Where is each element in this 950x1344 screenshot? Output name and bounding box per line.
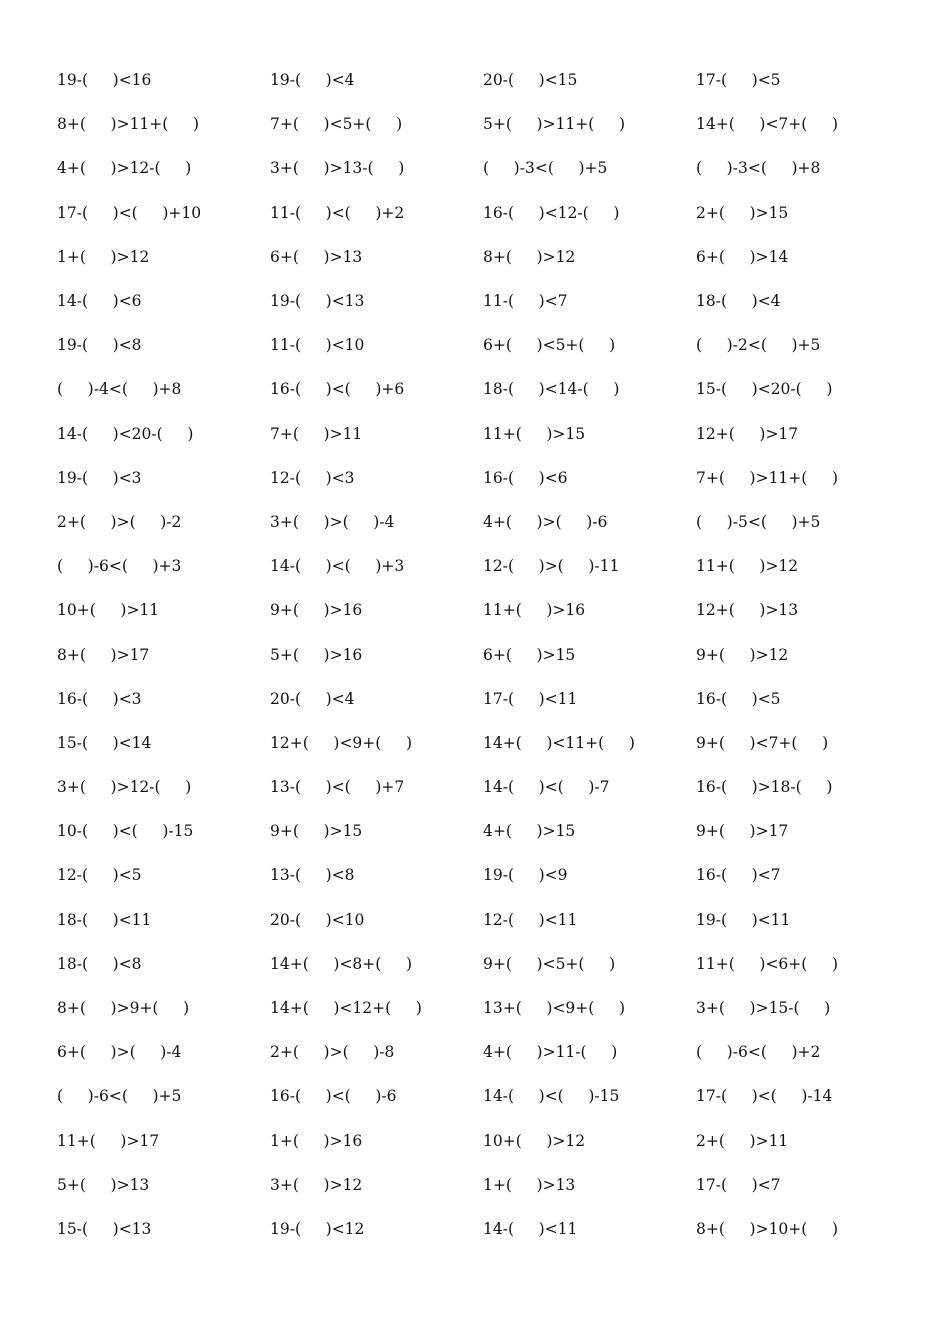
exercise-item[interactable]: 15-( )<20-( ) (696, 380, 833, 399)
exercise-item[interactable]: 12+( )<9+( ) (270, 733, 413, 752)
exercise-item[interactable]: 3+( )>12 (270, 1175, 363, 1194)
exercise-item[interactable]: 12-( )<3 (270, 468, 355, 487)
exercise-item[interactable]: ( )-6<( )+2 (696, 1043, 821, 1062)
exercise-row (57, 588, 909, 632)
exercise-row (57, 323, 909, 367)
exercise-row (57, 1163, 909, 1207)
exercise-item[interactable]: 8+( )>17 (57, 645, 150, 664)
exercise-item[interactable]: 2+( )>15 (696, 203, 789, 222)
exercise-item[interactable]: ( )-3<( )+5 (483, 159, 608, 178)
exercise-row (57, 412, 909, 456)
exercise-item[interactable]: 11-( )<( )+2 (270, 203, 405, 222)
exercise-item[interactable]: 1+( )>13 (483, 1175, 576, 1194)
exercise-item[interactable]: 16-( )<6 (483, 468, 568, 487)
exercise-item[interactable]: 7+( )<5+( ) (270, 115, 403, 134)
exercise-item[interactable]: 4+( )>( )-6 (483, 512, 608, 531)
exercise-item[interactable]: ( )-5<( )+5 (696, 512, 821, 531)
exercise-item[interactable]: 8+( )>11+( ) (57, 115, 200, 134)
exercise-row (57, 809, 909, 853)
exercise-row (57, 721, 909, 765)
exercise-item[interactable]: 11-( )<10 (270, 336, 365, 355)
exercise-item[interactable]: 5+( )>13 (57, 1175, 150, 1194)
exercise-row (57, 235, 909, 279)
exercise-row (57, 456, 909, 500)
exercise-item[interactable]: 9+( )>12 (696, 645, 789, 664)
exercise-item[interactable]: 16-( )<5 (696, 689, 781, 708)
exercise-item[interactable]: 19-( )<12 (270, 1219, 365, 1238)
exercise-item[interactable]: 14-( )<( )-15 (483, 1087, 620, 1106)
exercise-item[interactable]: 6+( )<5+( ) (483, 336, 616, 355)
exercise-item[interactable]: 14-( )<6 (57, 292, 142, 311)
exercise-item[interactable]: 16-( )<( )+6 (270, 380, 405, 399)
exercise-item[interactable]: 3+( )>( )-4 (270, 512, 395, 531)
exercise-item[interactable]: 2+( )>11 (696, 1131, 789, 1150)
exercise-item[interactable]: 13+( )<9+( ) (483, 999, 626, 1018)
exercise-item[interactable]: 19-( )<8 (57, 336, 142, 355)
exercise-row (57, 898, 909, 942)
exercise-item[interactable]: 16-( )<12-( ) (483, 203, 620, 222)
exercise-item[interactable]: 17-( )<5 (696, 71, 781, 90)
exercise-item[interactable]: 3+( )>15-( ) (696, 999, 831, 1018)
exercise-item[interactable]: 15-( )<13 (57, 1219, 152, 1238)
exercise-item[interactable]: 9+( )<7+( ) (696, 733, 829, 752)
exercise-grid (57, 58, 909, 1251)
exercise-item[interactable]: 6+( )>15 (483, 645, 576, 664)
exercise-item[interactable]: 9+( )>16 (270, 601, 363, 620)
exercise-item[interactable]: 12-( )<11 (483, 910, 578, 929)
exercise-item[interactable]: 20-( )<4 (270, 689, 355, 708)
exercise-item[interactable]: 14+( )<11+( ) (483, 733, 635, 752)
exercise-item[interactable]: 10-( )<( )-15 (57, 822, 194, 841)
exercise-item[interactable]: 17-( )<( )-14 (696, 1087, 833, 1106)
exercise-item[interactable]: 19-( )<16 (57, 71, 152, 90)
exercise-item[interactable]: 7+( )>11+( ) (696, 468, 839, 487)
exercise-item[interactable]: 14+( )<8+( ) (270, 954, 413, 973)
exercise-item[interactable]: 17-( )<( )+10 (57, 203, 202, 222)
exercise-item[interactable]: 9+( )>17 (696, 822, 789, 841)
exercise-row (57, 632, 909, 676)
exercise-item[interactable]: 6+( )>13 (270, 247, 363, 266)
exercise-item[interactable]: 13-( )<( )+7 (270, 778, 405, 797)
exercise-row (57, 1207, 909, 1251)
exercise-item[interactable]: 11+( )>15 (483, 424, 586, 443)
exercise-item[interactable]: 5+( )>11+( ) (483, 115, 626, 134)
exercise-item[interactable]: ( )-6<( )+3 (57, 557, 182, 576)
exercise-item[interactable]: 9+( )<5+( ) (483, 954, 616, 973)
exercise-item[interactable]: 18-( )<11 (57, 910, 152, 929)
exercise-item[interactable]: 2+( )>( )-8 (270, 1043, 395, 1062)
exercise-item[interactable]: 14+( )<7+( ) (696, 115, 839, 134)
exercise-row (57, 367, 909, 411)
exercise-item[interactable]: 11+( )>12 (696, 557, 799, 576)
exercise-item[interactable]: 19-( )<9 (483, 866, 568, 885)
exercise-item[interactable]: 17-( )<7 (696, 1175, 781, 1194)
exercise-item[interactable]: 8+( )>12 (483, 247, 576, 266)
exercise-item[interactable]: 19-( )<3 (57, 468, 142, 487)
exercise-item[interactable]: 12-( )>( )-11 (483, 557, 620, 576)
exercise-item[interactable]: 18-( )<8 (57, 954, 142, 973)
exercise-item[interactable]: 11+( )>17 (57, 1131, 160, 1150)
exercise-item[interactable]: 12+( )>17 (696, 424, 799, 443)
exercise-row (57, 986, 909, 1030)
exercise-row (57, 58, 909, 102)
exercise-item[interactable]: 8+( )>9+( ) (57, 999, 190, 1018)
exercise-item[interactable]: 12+( )>13 (696, 601, 799, 620)
exercise-item[interactable]: 2+( )>( )-2 (57, 512, 182, 531)
exercise-item[interactable]: 19-( )<11 (696, 910, 791, 929)
exercise-row (57, 853, 909, 897)
exercise-item[interactable]: 3+( )>12-( ) (57, 778, 192, 797)
exercise-item[interactable]: 14-( )<11 (483, 1219, 578, 1238)
exercise-row (57, 500, 909, 544)
exercise-item[interactable]: 17-( )<11 (483, 689, 578, 708)
exercise-item[interactable]: 18-( )<14-( ) (483, 380, 620, 399)
exercise-item[interactable]: 20-( )<10 (270, 910, 365, 929)
exercise-row (57, 677, 909, 721)
exercise-item[interactable]: 4+( )>11-( ) (483, 1043, 618, 1062)
exercise-row (57, 191, 909, 235)
exercise-item[interactable]: 16-( )>18-( ) (696, 778, 833, 797)
exercise-item[interactable]: 10+( )>12 (483, 1131, 586, 1150)
exercise-item[interactable]: 13-( )<8 (270, 866, 355, 885)
exercise-item[interactable]: 14-( )<20-( ) (57, 424, 194, 443)
exercise-item[interactable]: 15-( )<14 (57, 733, 152, 752)
exercise-row (57, 1074, 909, 1118)
exercise-item[interactable]: 14+( )<12+( ) (270, 999, 422, 1018)
exercise-item[interactable]: 11+( )>16 (483, 601, 586, 620)
exercise-row (57, 279, 909, 323)
exercise-item[interactable]: 16-( )<3 (57, 689, 142, 708)
exercise-item[interactable]: 14-( )<( )-7 (483, 778, 610, 797)
exercise-row (57, 1030, 909, 1074)
exercise-row (57, 544, 909, 588)
exercise-item[interactable]: 1+( )>12 (57, 247, 150, 266)
exercise-item[interactable]: 4+( )>12-( ) (57, 159, 192, 178)
exercise-item[interactable]: 3+( )>13-( ) (270, 159, 405, 178)
exercise-item[interactable]: 9+( )>15 (270, 822, 363, 841)
exercise-item[interactable]: 6+( )>( )-4 (57, 1043, 182, 1062)
exercise-item[interactable]: 10+( )>11 (57, 601, 160, 620)
exercise-item[interactable]: 11-( )<7 (483, 292, 568, 311)
exercise-item[interactable]: 7+( )>11 (270, 424, 363, 443)
exercise-item[interactable]: 4+( )>15 (483, 822, 576, 841)
exercise-row (57, 146, 909, 190)
exercise-item[interactable]: 6+( )>14 (696, 247, 789, 266)
exercise-item[interactable]: 20-( )<15 (483, 71, 578, 90)
exercise-row (57, 1119, 909, 1163)
exercise-item[interactable]: 18-( )<4 (696, 292, 781, 311)
exercise-item[interactable]: 19-( )<13 (270, 292, 365, 311)
exercise-row (57, 765, 909, 809)
exercise-item[interactable]: ( )-4<( )+8 (57, 380, 182, 399)
exercise-item[interactable]: 12-( )<5 (57, 866, 142, 885)
exercise-item[interactable]: ( )-6<( )+5 (57, 1087, 182, 1106)
exercise-item[interactable]: 5+( )>16 (270, 645, 363, 664)
exercise-item[interactable]: 14-( )<( )+3 (270, 557, 405, 576)
exercise-item[interactable]: 1+( )>16 (270, 1131, 363, 1150)
exercise-item[interactable]: 8+( )>10+( ) (696, 1219, 839, 1238)
exercise-row (57, 942, 909, 986)
exercise-item[interactable]: 19-( )<4 (270, 71, 355, 90)
exercise-row (57, 102, 909, 146)
exercise-item[interactable]: ( )-3<( )+8 (696, 159, 821, 178)
exercise-item[interactable]: ( )-2<( )+5 (696, 336, 821, 355)
exercise-item[interactable]: 16-( )<( )-6 (270, 1087, 397, 1106)
exercise-item[interactable]: 11+( )<6+( ) (696, 954, 839, 973)
exercise-item[interactable]: 16-( )<7 (696, 866, 781, 885)
